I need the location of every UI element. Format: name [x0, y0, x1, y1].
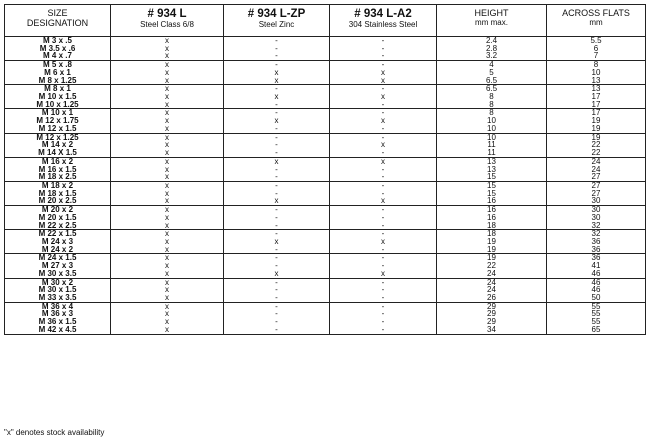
header-height: [437, 5, 547, 37]
zinc-934l-zp-cell: x: [224, 157, 330, 165]
height-cell: 11: [437, 141, 547, 149]
table-row: [5, 181, 646, 189]
steel-934l-cell: x: [111, 286, 224, 294]
steel-934l-cell: x: [111, 52, 224, 60]
size-designation-cell: M 36 x 4: [5, 302, 111, 310]
height-cell: 10: [437, 133, 547, 141]
table-row: [5, 326, 646, 334]
size-designation-cell: M 30 x 3.5: [5, 270, 111, 278]
zinc-934l-zp-cell: x: [224, 69, 330, 77]
height-cell: 24: [437, 278, 547, 286]
table-body: [5, 37, 646, 335]
height-cell: 19: [437, 246, 547, 254]
zinc-934l-zp-cell: -: [224, 246, 330, 254]
zinc-934l-zp-cell: -: [224, 214, 330, 222]
across-flats-cell: 5.5: [547, 37, 646, 45]
table-row: [5, 294, 646, 302]
size-designation-cell: M 33 x 3.5: [5, 294, 111, 302]
height-cell: 16: [437, 206, 547, 214]
table-row: [5, 302, 646, 310]
steel-934l-cell: x: [111, 254, 224, 262]
size-designation-cell: M 36 x 3: [5, 310, 111, 318]
height-cell: 6.5: [437, 85, 547, 93]
zinc-934l-zp-cell: -: [224, 230, 330, 238]
steel-934l-cell: x: [111, 326, 224, 334]
across-flats-cell: 19: [547, 117, 646, 125]
steel-934l-cell: x: [111, 61, 224, 69]
stainless-934l-a2-cell: -: [330, 45, 437, 53]
height-cell: 2.4: [437, 37, 547, 45]
across-flats-cell: 27: [547, 190, 646, 198]
header-934l: [111, 5, 224, 37]
header-subtitle: mm: [589, 18, 603, 27]
zinc-934l-zp-cell: -: [224, 254, 330, 262]
stainless-934l-a2-cell: -: [330, 246, 437, 254]
zinc-934l-zp-cell: -: [224, 222, 330, 230]
stainless-934l-a2-cell: -: [330, 294, 437, 302]
height-cell: 24: [437, 270, 547, 278]
across-flats-cell: 19: [547, 125, 646, 133]
size-designation-cell: M 42 x 4.5: [5, 326, 111, 334]
height-cell: 18: [437, 230, 547, 238]
height-cell: 10: [437, 117, 547, 125]
stainless-934l-a2-cell: -: [330, 214, 437, 222]
header-934l-zp: [224, 5, 330, 37]
steel-934l-cell: x: [111, 45, 224, 53]
header-934l-a2: [330, 5, 437, 37]
steel-934l-cell: x: [111, 278, 224, 286]
height-cell: 15: [437, 173, 547, 181]
table-row: [5, 45, 646, 53]
zinc-934l-zp-cell: -: [224, 109, 330, 117]
zinc-934l-zp-cell: -: [224, 149, 330, 157]
height-cell: 8: [437, 93, 547, 101]
steel-934l-cell: x: [111, 93, 224, 101]
size-designation-cell: M 20 x 2.5: [5, 197, 111, 205]
zinc-934l-zp-cell: -: [224, 45, 330, 53]
header-subtitle: DESIGNATION: [26, 18, 89, 28]
size-designation-cell: M 24 x 1.5: [5, 254, 111, 262]
steel-934l-cell: x: [111, 141, 224, 149]
stainless-934l-a2-cell: -: [330, 326, 437, 334]
stainless-934l-a2-cell: -: [330, 318, 437, 326]
zinc-934l-zp-cell: -: [224, 302, 330, 310]
height-cell: 26: [437, 294, 547, 302]
table-row: [5, 101, 646, 109]
size-designation-cell: M 20 x 1.5: [5, 214, 111, 222]
stainless-934l-a2-cell: -: [330, 109, 437, 117]
zinc-934l-zp-cell: -: [224, 133, 330, 141]
height-cell: 19: [437, 254, 547, 262]
zinc-934l-zp-cell: -: [224, 262, 330, 270]
zinc-934l-zp-cell: -: [224, 173, 330, 181]
header-title: # 934 L: [147, 8, 187, 20]
header-title: # 934 L-A2: [354, 8, 412, 20]
zinc-934l-zp-cell: -: [224, 326, 330, 334]
size-designation-cell: M 5 x .8: [5, 61, 111, 69]
steel-934l-cell: x: [111, 109, 224, 117]
header-subtitle: Steel Class 6/8: [140, 20, 194, 29]
table-row: [5, 141, 646, 149]
table-row: [5, 262, 646, 270]
steel-934l-cell: x: [111, 310, 224, 318]
size-designation-cell: M 18 x 2.5: [5, 173, 111, 181]
table-row: [5, 254, 646, 262]
across-flats-cell: 36: [547, 238, 646, 246]
stainless-934l-a2-cell: x: [330, 141, 437, 149]
stainless-934l-a2-cell: -: [330, 133, 437, 141]
stainless-934l-a2-cell: x: [330, 197, 437, 205]
steel-934l-cell: x: [111, 77, 224, 85]
table-row: [5, 133, 646, 141]
steel-934l-cell: x: [111, 318, 224, 326]
height-cell: 4: [437, 61, 547, 69]
zinc-934l-zp-cell: x: [224, 270, 330, 278]
steel-934l-cell: x: [111, 246, 224, 254]
steel-934l-cell: x: [111, 37, 224, 45]
size-designation-cell: M 12 x 1.25: [5, 133, 111, 141]
across-flats-cell: 22: [547, 149, 646, 157]
table-row: [5, 310, 646, 318]
table-row: [5, 286, 646, 294]
across-flats-cell: 13: [547, 77, 646, 85]
zinc-934l-zp-cell: -: [224, 141, 330, 149]
across-flats-cell: 17: [547, 109, 646, 117]
height-cell: 22: [437, 262, 547, 270]
stainless-934l-a2-cell: -: [330, 173, 437, 181]
across-flats-cell: 24: [547, 157, 646, 165]
steel-934l-cell: x: [111, 117, 224, 125]
steel-934l-cell: x: [111, 181, 224, 189]
height-cell: 19: [437, 238, 547, 246]
size-designation-cell: M 22 x 2.5: [5, 222, 111, 230]
table-row: [5, 117, 646, 125]
steel-934l-cell: x: [111, 125, 224, 133]
across-flats-cell: 65: [547, 326, 646, 334]
across-flats-cell: 32: [547, 230, 646, 238]
table-row: [5, 190, 646, 198]
across-flats-cell: 46: [547, 286, 646, 294]
zinc-934l-zp-cell: x: [224, 197, 330, 205]
table-row: [5, 222, 646, 230]
stainless-934l-a2-cell: -: [330, 37, 437, 45]
height-cell: 10: [437, 125, 547, 133]
steel-934l-cell: x: [111, 101, 224, 109]
across-flats-cell: 24: [547, 166, 646, 174]
zinc-934l-zp-cell: -: [224, 37, 330, 45]
across-flats-cell: 17: [547, 101, 646, 109]
across-flats-cell: 36: [547, 246, 646, 254]
stainless-934l-a2-cell: -: [330, 101, 437, 109]
size-designation-cell: M 8 x 1: [5, 85, 111, 93]
height-cell: 2.8: [437, 45, 547, 53]
zinc-934l-zp-cell: -: [224, 85, 330, 93]
zinc-934l-zp-cell: -: [224, 294, 330, 302]
zinc-934l-zp-cell: -: [224, 310, 330, 318]
header-row: [5, 5, 646, 37]
steel-934l-cell: x: [111, 133, 224, 141]
height-cell: 29: [437, 318, 547, 326]
stainless-934l-a2-cell: -: [330, 302, 437, 310]
size-designation-cell: M 22 x 1.5: [5, 230, 111, 238]
table-row: [5, 77, 646, 85]
steel-934l-cell: x: [111, 302, 224, 310]
steel-934l-cell: x: [111, 69, 224, 77]
stainless-934l-a2-cell: x: [330, 117, 437, 125]
steel-934l-cell: x: [111, 197, 224, 205]
size-designation-cell: M 30 x 1.5: [5, 286, 111, 294]
size-designation-cell: M 27 x 3: [5, 262, 111, 270]
stainless-934l-a2-cell: x: [330, 270, 437, 278]
across-flats-cell: 30: [547, 214, 646, 222]
stainless-934l-a2-cell: -: [330, 61, 437, 69]
size-designation-cell: M 4 x .7: [5, 52, 111, 60]
size-designation-cell: M 16 x 2: [5, 157, 111, 165]
size-designation-cell: M 24 x 2: [5, 246, 111, 254]
steel-934l-cell: x: [111, 230, 224, 238]
stainless-934l-a2-cell: -: [330, 310, 437, 318]
size-designation-cell: M 10 x 1.25: [5, 101, 111, 109]
size-designation-cell: M 30 x 2: [5, 278, 111, 286]
size-designation-cell: M 10 x 1: [5, 109, 111, 117]
stainless-934l-a2-cell: x: [330, 77, 437, 85]
across-flats-cell: 30: [547, 206, 646, 214]
stainless-934l-a2-cell: -: [330, 230, 437, 238]
size-designation-cell: M 8 x 1.25: [5, 77, 111, 85]
across-flats-cell: 10: [547, 69, 646, 77]
table-row: [5, 85, 646, 93]
across-flats-cell: 55: [547, 310, 646, 318]
across-flats-cell: 27: [547, 181, 646, 189]
across-flats-cell: 41: [547, 262, 646, 270]
height-cell: 6.5: [437, 77, 547, 85]
nut-spec-table-container: [4, 4, 645, 335]
steel-934l-cell: x: [111, 206, 224, 214]
table-row: [5, 125, 646, 133]
table-row: [5, 214, 646, 222]
header-title: # 934 L-ZP: [247, 8, 306, 20]
zinc-934l-zp-cell: -: [224, 181, 330, 189]
table-row: [5, 270, 646, 278]
table-row: [5, 37, 646, 45]
size-designation-cell: M 14 x 2: [5, 141, 111, 149]
steel-934l-cell: x: [111, 270, 224, 278]
stainless-934l-a2-cell: x: [330, 157, 437, 165]
across-flats-cell: 36: [547, 254, 646, 262]
height-cell: 5: [437, 69, 547, 77]
zinc-934l-zp-cell: x: [224, 93, 330, 101]
table-row: [5, 61, 646, 69]
height-cell: 11: [437, 149, 547, 157]
stainless-934l-a2-cell: -: [330, 286, 437, 294]
size-designation-cell: M 12 x 1.5: [5, 125, 111, 133]
zinc-934l-zp-cell: x: [224, 117, 330, 125]
size-designation-cell: M 20 x 2: [5, 206, 111, 214]
steel-934l-cell: x: [111, 149, 224, 157]
zinc-934l-zp-cell: -: [224, 318, 330, 326]
across-flats-cell: 17: [547, 93, 646, 101]
height-cell: 29: [437, 310, 547, 318]
across-flats-cell: 30: [547, 197, 646, 205]
across-flats-cell: 13: [547, 85, 646, 93]
header-subtitle: mm max.: [475, 18, 508, 27]
table-row: [5, 149, 646, 157]
zinc-934l-zp-cell: -: [224, 101, 330, 109]
stainless-934l-a2-cell: -: [330, 222, 437, 230]
height-cell: 3.2: [437, 52, 547, 60]
across-flats-cell: 46: [547, 278, 646, 286]
table-row: [5, 109, 646, 117]
size-designation-cell: M 14 X 1.5: [5, 149, 111, 157]
across-flats-cell: 8: [547, 61, 646, 69]
table-row: [5, 318, 646, 326]
zinc-934l-zp-cell: -: [224, 190, 330, 198]
table-row: [5, 157, 646, 165]
size-designation-cell: M 10 x 1.5: [5, 93, 111, 101]
stainless-934l-a2-cell: x: [330, 93, 437, 101]
across-flats-cell: 27: [547, 173, 646, 181]
table-row: [5, 206, 646, 214]
stainless-934l-a2-cell: -: [330, 206, 437, 214]
table-row: [5, 230, 646, 238]
header-title: ACROSS FLATS: [562, 8, 630, 18]
stainless-934l-a2-cell: -: [330, 52, 437, 60]
stainless-934l-a2-cell: x: [330, 238, 437, 246]
height-cell: 15: [437, 190, 547, 198]
stainless-934l-a2-cell: -: [330, 125, 437, 133]
across-flats-cell: 32: [547, 222, 646, 230]
across-flats-cell: 19: [547, 133, 646, 141]
header-subtitle: 304 Stainless Steel: [348, 20, 418, 29]
steel-934l-cell: x: [111, 262, 224, 270]
across-flats-cell: 55: [547, 302, 646, 310]
stainless-934l-a2-cell: -: [330, 278, 437, 286]
stainless-934l-a2-cell: -: [330, 149, 437, 157]
height-cell: 13: [437, 157, 547, 165]
height-cell: 8: [437, 101, 547, 109]
table-row: [5, 69, 646, 77]
steel-934l-cell: x: [111, 166, 224, 174]
table-row: [5, 93, 646, 101]
zinc-934l-zp-cell: -: [224, 61, 330, 69]
header-across-flats: [547, 5, 646, 37]
across-flats-cell: 46: [547, 270, 646, 278]
zinc-934l-zp-cell: -: [224, 286, 330, 294]
height-cell: 24: [437, 286, 547, 294]
stainless-934l-a2-cell: -: [330, 181, 437, 189]
steel-934l-cell: x: [111, 190, 224, 198]
stainless-934l-a2-cell: -: [330, 85, 437, 93]
header-title: HEIGHT: [474, 8, 509, 18]
height-cell: 15: [437, 181, 547, 189]
zinc-934l-zp-cell: -: [224, 278, 330, 286]
table-row: [5, 166, 646, 174]
table-row: [5, 52, 646, 60]
zinc-934l-zp-cell: -: [224, 166, 330, 174]
size-designation-cell: M 3.5 x .6: [5, 45, 111, 53]
table-row: [5, 246, 646, 254]
across-flats-cell: 6: [547, 45, 646, 53]
zinc-934l-zp-cell: -: [224, 52, 330, 60]
across-flats-cell: 22: [547, 141, 646, 149]
height-cell: 18: [437, 222, 547, 230]
size-designation-cell: M 18 x 1.5: [5, 190, 111, 198]
zinc-934l-zp-cell: -: [224, 125, 330, 133]
across-flats-cell: 50: [547, 294, 646, 302]
nut-spec-table: [4, 4, 646, 335]
size-designation-cell: M 12 x 1.75: [5, 117, 111, 125]
height-cell: 34: [437, 326, 547, 334]
steel-934l-cell: x: [111, 214, 224, 222]
zinc-934l-zp-cell: x: [224, 77, 330, 85]
header-title: SIZE: [47, 8, 68, 18]
across-flats-cell: 55: [547, 318, 646, 326]
steel-934l-cell: x: [111, 85, 224, 93]
steel-934l-cell: x: [111, 222, 224, 230]
size-designation-cell: M 36 x 1.5: [5, 318, 111, 326]
stainless-934l-a2-cell: -: [330, 166, 437, 174]
height-cell: 29: [437, 302, 547, 310]
height-cell: 16: [437, 214, 547, 222]
steel-934l-cell: x: [111, 238, 224, 246]
size-designation-cell: M 24 x 3: [5, 238, 111, 246]
table-row: [5, 278, 646, 286]
steel-934l-cell: x: [111, 173, 224, 181]
height-cell: 16: [437, 197, 547, 205]
across-flats-cell: 7: [547, 52, 646, 60]
header-subtitle: Steel Zinc: [258, 20, 295, 29]
stainless-934l-a2-cell: -: [330, 254, 437, 262]
size-designation-cell: M 18 x 2: [5, 181, 111, 189]
footnote: "x" denotes stock availability: [4, 428, 105, 437]
table-row: [5, 197, 646, 205]
table-row: [5, 173, 646, 181]
stainless-934l-a2-cell: x: [330, 69, 437, 77]
size-designation-cell: M 6 x 1: [5, 69, 111, 77]
steel-934l-cell: x: [111, 157, 224, 165]
zinc-934l-zp-cell: x: [224, 238, 330, 246]
stainless-934l-a2-cell: -: [330, 262, 437, 270]
size-designation-cell: M 16 x 1.5: [5, 166, 111, 174]
table-row: [5, 238, 646, 246]
steel-934l-cell: x: [111, 294, 224, 302]
height-cell: 8: [437, 109, 547, 117]
size-designation-cell: M 3 x .5: [5, 37, 111, 45]
stainless-934l-a2-cell: -: [330, 190, 437, 198]
height-cell: 13: [437, 166, 547, 174]
header-size-designation: [5, 5, 111, 37]
zinc-934l-zp-cell: -: [224, 206, 330, 214]
